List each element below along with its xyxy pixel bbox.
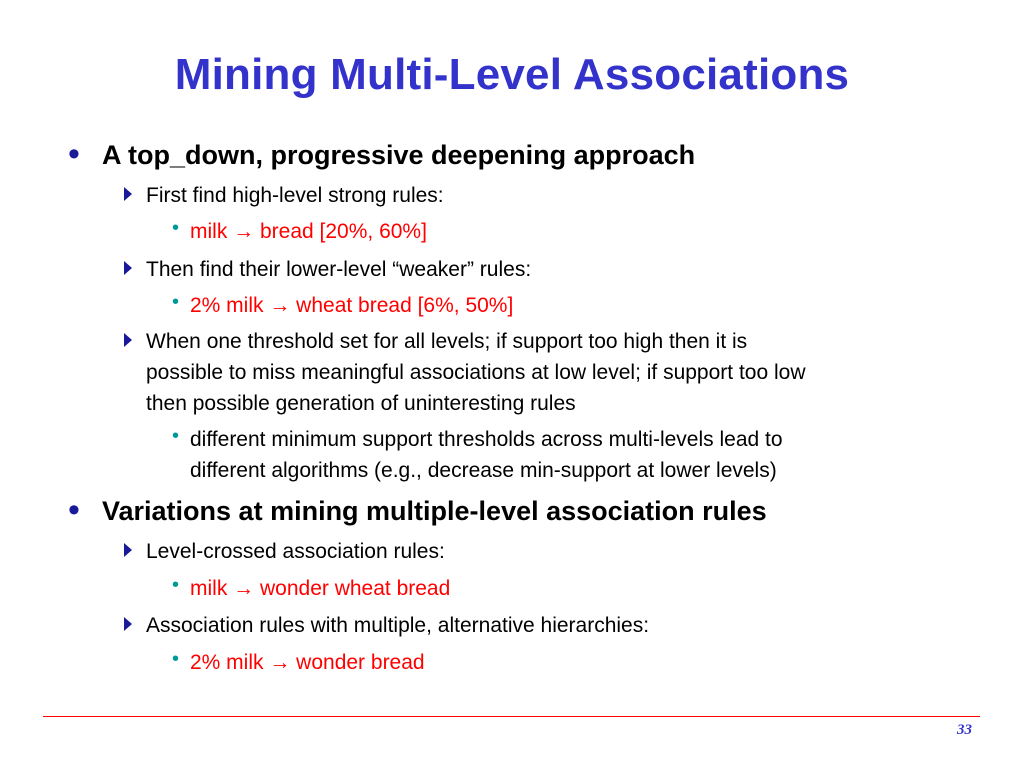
sub-bullet-1-3-text bbox=[146, 326, 806, 419]
right-triangle-icon bbox=[124, 261, 132, 275]
small-dot-icon: • bbox=[172, 425, 180, 447]
round-bullet-icon: • bbox=[68, 135, 80, 173]
note-1-3-1-line-2: different algorithms (e.g., decrease min-support at lower levels) bbox=[190, 459, 777, 482]
right-triangle-icon bbox=[124, 617, 132, 631]
right-triangle-icon bbox=[124, 543, 132, 557]
sub-bullet-1-3-line-3: then possible generation of uninteresting rules bbox=[146, 392, 576, 415]
note-1-3-1-line-1: different minimum support thresholds across multi-levels lead to bbox=[190, 428, 783, 451]
bullet-2-text: Variations at mining multiple-level association rules bbox=[102, 496, 767, 526]
small-dot-icon: • bbox=[172, 648, 180, 670]
sub-bullet-1-2-text: Then find their lower-level “weaker” rules: bbox=[146, 258, 532, 281]
page-number: 33 bbox=[957, 722, 972, 738]
rule-2-1-1-text: milk → wonder wheat bread bbox=[190, 577, 451, 600]
small-dot-icon: • bbox=[172, 217, 180, 239]
slide-title: Mining Multi-Level Associations bbox=[174, 50, 850, 99]
rule-2-2-1-text: 2% milk → wonder bread bbox=[190, 651, 425, 674]
sub-bullet-2-1-text: Level-crossed association rules: bbox=[146, 540, 445, 563]
right-triangle-icon bbox=[124, 187, 132, 201]
right-triangle-icon bbox=[124, 333, 132, 347]
round-bullet-icon: • bbox=[68, 491, 80, 529]
rule-1-1-1-text: milk → bread [20%, 60%] bbox=[190, 220, 427, 243]
small-dot-icon: • bbox=[172, 291, 180, 313]
footer-divider bbox=[43, 716, 980, 717]
sub-bullet-1-3-line-2: possible to miss meaningful associations at low level; if support too low bbox=[146, 361, 806, 384]
note-1-3-1-text bbox=[190, 424, 783, 486]
sub-bullet-1-3-line-1: When one threshold set for all levels; if support too high then it is bbox=[146, 330, 748, 353]
small-dot-icon: • bbox=[172, 574, 180, 596]
sub-bullet-1-1-text: First find high-level strong rules: bbox=[146, 184, 444, 207]
rule-1-2-1-text: 2% milk → wheat bread [6%, 50%] bbox=[190, 294, 514, 317]
sub-bullet-2-2-text: Association rules with multiple, alternative hierarchies: bbox=[146, 614, 650, 637]
bullet-1-text: A top_down, progressive deepening approach bbox=[102, 140, 696, 170]
